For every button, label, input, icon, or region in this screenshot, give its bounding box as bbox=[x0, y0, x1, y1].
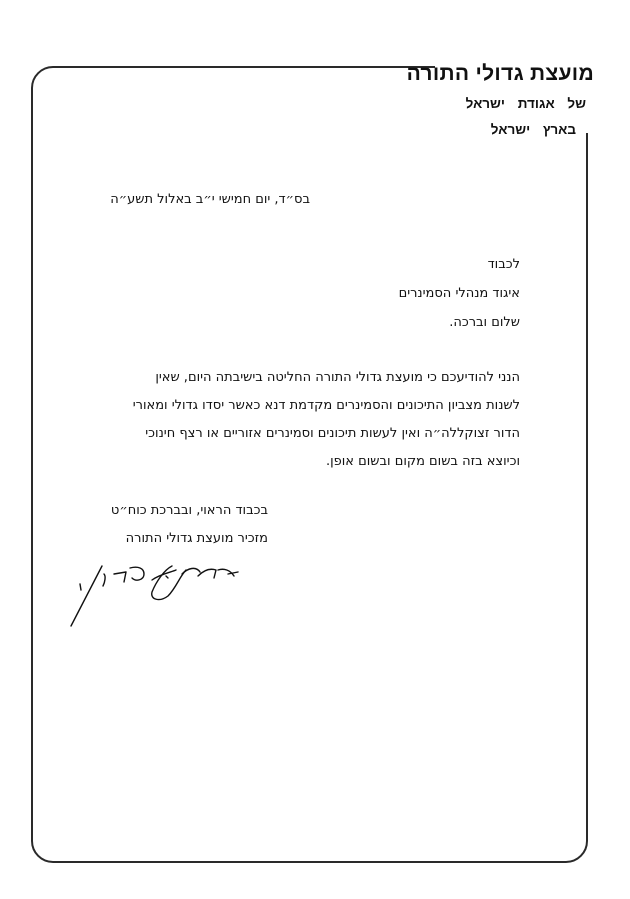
letterhead-title: מועצת גדולי התורה bbox=[406, 62, 594, 85]
letterhead-subtitle-1: של אגודת ישראל bbox=[465, 96, 586, 111]
address-line-2: איגוד מנהלי הסמינרים bbox=[398, 286, 520, 301]
closing-line-2: מזכיר מועצת גדולי התורה bbox=[125, 531, 268, 546]
body-line-1: הנני להודיעכם כי מועצת גדולי התורה החליטה בישיבתה היום, שאין bbox=[155, 370, 520, 385]
closing-line-1: בכבוד הראוי, ובברכת כוח״ט bbox=[110, 503, 268, 518]
body-line-4: וכיוצא בזה בשום מקום ובשום אופן. bbox=[325, 454, 520, 469]
address-line-1: לכבוד bbox=[487, 257, 520, 272]
body-line-3: הדור זצוקללה״ה ואין לעשות תיכונים וסמינרים אזוריים או רצף חינוכי bbox=[145, 426, 520, 441]
date-line: בס״ד, יום חמישי י״ב באלול תשע״ה bbox=[110, 192, 310, 207]
letterhead-subtitle-2: בארץ ישראל bbox=[490, 122, 576, 137]
body-line-2: לשנות מצביון התיכונים והסמינרים מקדמת דנא כאשר יסדו גדולי ומאורי bbox=[132, 398, 520, 413]
letter-body bbox=[88, 364, 520, 476]
greeting-line: שלום וברכה. bbox=[449, 315, 520, 330]
letterhead bbox=[407, 62, 594, 86]
signature-icon bbox=[68, 560, 243, 630]
